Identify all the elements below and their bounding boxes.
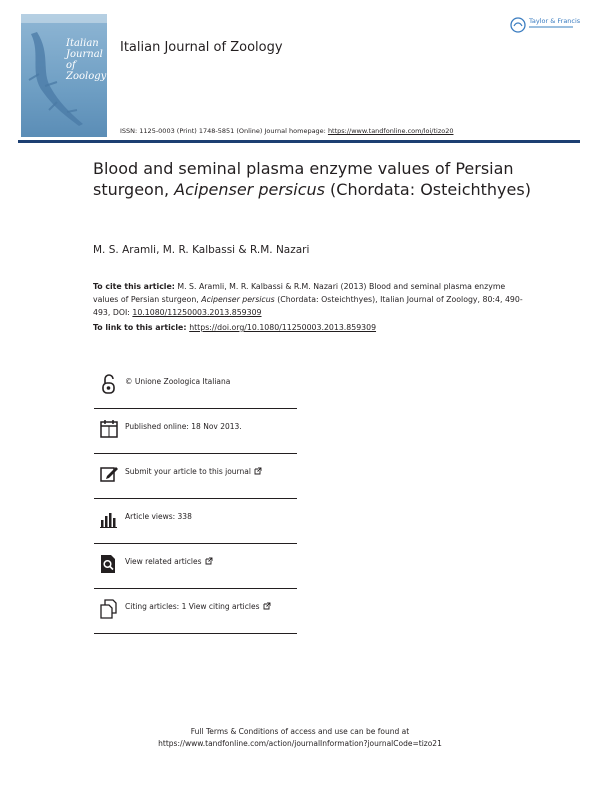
submit-article-label: Submit your article to this journal	[125, 467, 251, 476]
copyright-label: © Unione Zoologica Italiana	[125, 377, 231, 386]
edit-pencil-icon	[100, 463, 118, 485]
article-title-part2: (Chordata: Osteichthyes)	[324, 180, 531, 199]
submit-article-link[interactable]	[125, 467, 262, 476]
external-link-icon	[263, 602, 271, 610]
published-online-label: Published online: 18 Nov 2013.	[125, 422, 242, 431]
article-title-species: Acipenser persicus	[174, 180, 325, 199]
meta-row-related[interactable]	[94, 544, 297, 589]
issn-line	[120, 127, 453, 135]
external-link-icon	[205, 557, 213, 565]
publisher-logo-text: Taylor & Francis	[529, 17, 581, 25]
cite-species: Acipenser persicus	[201, 295, 275, 304]
cover-title: Italian Journal of Zoology	[66, 38, 107, 82]
issn-text: ISSN: 1125-0003 (Print) 1748-5851 (Online) Journal homepage:	[120, 127, 328, 135]
article-authors: M. S. Aramli, M. R. Kalbassi & R.M. Nazari	[93, 244, 310, 256]
article-meta-list	[94, 364, 297, 634]
search-document-icon	[100, 553, 118, 575]
meta-row-citing[interactable]	[94, 589, 297, 634]
article-title	[93, 158, 533, 200]
calendar-icon	[100, 418, 118, 440]
article-doi-link[interactable]: https://doi.org/10.1080/11250003.2013.859309	[189, 323, 377, 332]
cite-label: To cite this article:	[93, 282, 175, 291]
footer-terms-link[interactable]: https://www.tandfonline.com/action/journalInformation?journalCode=tizo21	[158, 739, 442, 748]
header-divider	[18, 140, 580, 143]
cite-doi-link[interactable]: 10.1080/11250003.2013.859309	[132, 308, 262, 317]
journal-title: Italian Journal of Zoology	[120, 40, 283, 55]
article-title-part1: Blood and seminal plasma enzyme values of Persian sturgeon,	[93, 159, 514, 199]
related-articles-link[interactable]	[125, 557, 213, 566]
citing-articles-label: Citing articles: 1 View citing articles	[125, 602, 260, 611]
citing-articles-link[interactable]	[125, 602, 271, 611]
meta-row-views	[94, 499, 297, 544]
terms-footer	[0, 726, 600, 750]
link-label: To link to this article:	[93, 323, 190, 332]
bar-chart-icon	[100, 508, 118, 530]
article-views-label: Article views: 338	[125, 512, 192, 521]
related-articles-label: View related articles	[125, 557, 202, 566]
cite-this-article	[93, 280, 523, 319]
link-to-article	[93, 323, 533, 332]
footer-terms-text: Full Terms & Conditions of access and use can be found at	[190, 727, 410, 736]
journal-homepage-link[interactable]: https://www.tandfonline.com/loi/tizo20	[327, 127, 454, 135]
citing-documents-icon	[100, 598, 118, 620]
cite-text-2: (Chordata: Osteichthyes), Italian Journal of Zoology, 80:4, 490-493, DOI:	[93, 295, 523, 317]
publisher-logo-tagline	[529, 26, 573, 28]
meta-row-copyright	[94, 364, 297, 409]
meta-row-submit[interactable]	[94, 454, 297, 499]
cite-text-1: M. S. Aramli, M. R. Kalbassi & R.M. Nazari (2013) Blood and seminal plasma enzyme values of Persian sturgeon,	[93, 282, 506, 304]
publisher-logo-icon	[510, 17, 526, 33]
meta-row-published	[94, 409, 297, 454]
publisher-logo[interactable]	[510, 15, 585, 37]
open-access-lock-icon	[100, 373, 118, 395]
journal-cover-thumbnail[interactable]	[21, 14, 107, 137]
external-link-icon	[254, 467, 262, 475]
